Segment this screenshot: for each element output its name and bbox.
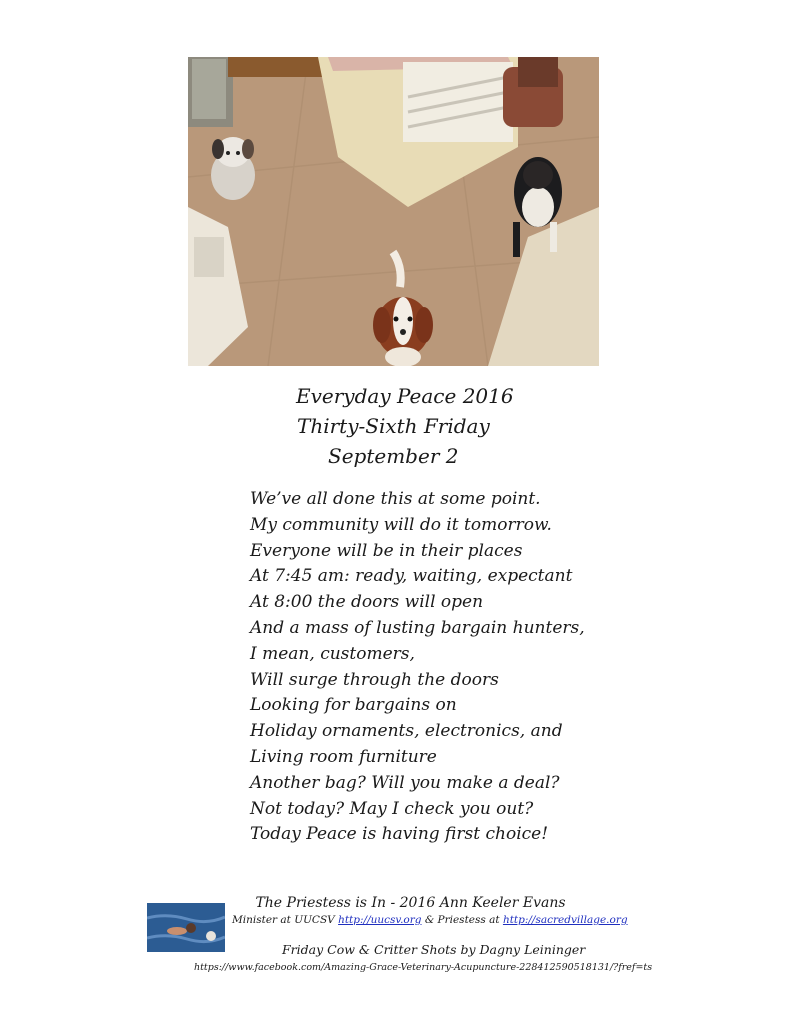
sacredvillage-link[interactable]: http://sacredvillage.org [502,914,628,926]
priestess-text: & Priestess at [421,914,503,926]
title-line-1: Everyday Peace 2016 [296,384,514,408]
poem-line: Will surge through the doors [250,669,499,690]
poem-line: Today Peace is having first choice! [250,824,549,845]
title-line-2: Thirty-Sixth Friday [297,414,490,438]
poem-line: I mean, customers, [250,643,415,664]
poem-line: Not today? May I check you out? [250,798,534,819]
poem-body [250,487,750,848]
facebook-url: https://www.facebook.com/Amazing-Grace-Veterinary-Acupuncture-228412590518131/?fref=ts [194,962,653,973]
three-dogs-photo [188,57,599,366]
poem-line: Holiday ornaments, electronics, and [250,721,563,742]
credit-prefix: Friday Cow & Critter Shots by [282,942,480,957]
poem-line: Everyone will be in their places [250,540,523,561]
footer-minister-line [232,914,628,926]
poem-line: And a mass of lusting bargain hunters, [250,617,585,638]
poem-line: Another bag? Will you make a deal? [250,772,560,793]
minister-prefix: Minister at UUCSV [232,914,339,926]
poem-line: Living room furniture [250,746,437,767]
uucsv-link[interactable]: http://uucsv.org [338,914,422,926]
poem-line: My community will do it tomorrow. [250,514,552,535]
poem-line: At 8:00 the doors will open [250,592,484,613]
credit-name: Dagny Leininger [479,942,586,957]
footer-title: The Priestess is In - 2016 Ann Keeler Evans [255,895,566,911]
poem-line: Looking for bargains on [250,695,457,716]
poem-line: At 7:45 am: ready, waiting, expectant [250,566,573,587]
poem-line: We’ve all done this at some point. [250,489,541,509]
photo-credit [282,942,585,957]
title-line-3: September 2 [328,444,459,468]
